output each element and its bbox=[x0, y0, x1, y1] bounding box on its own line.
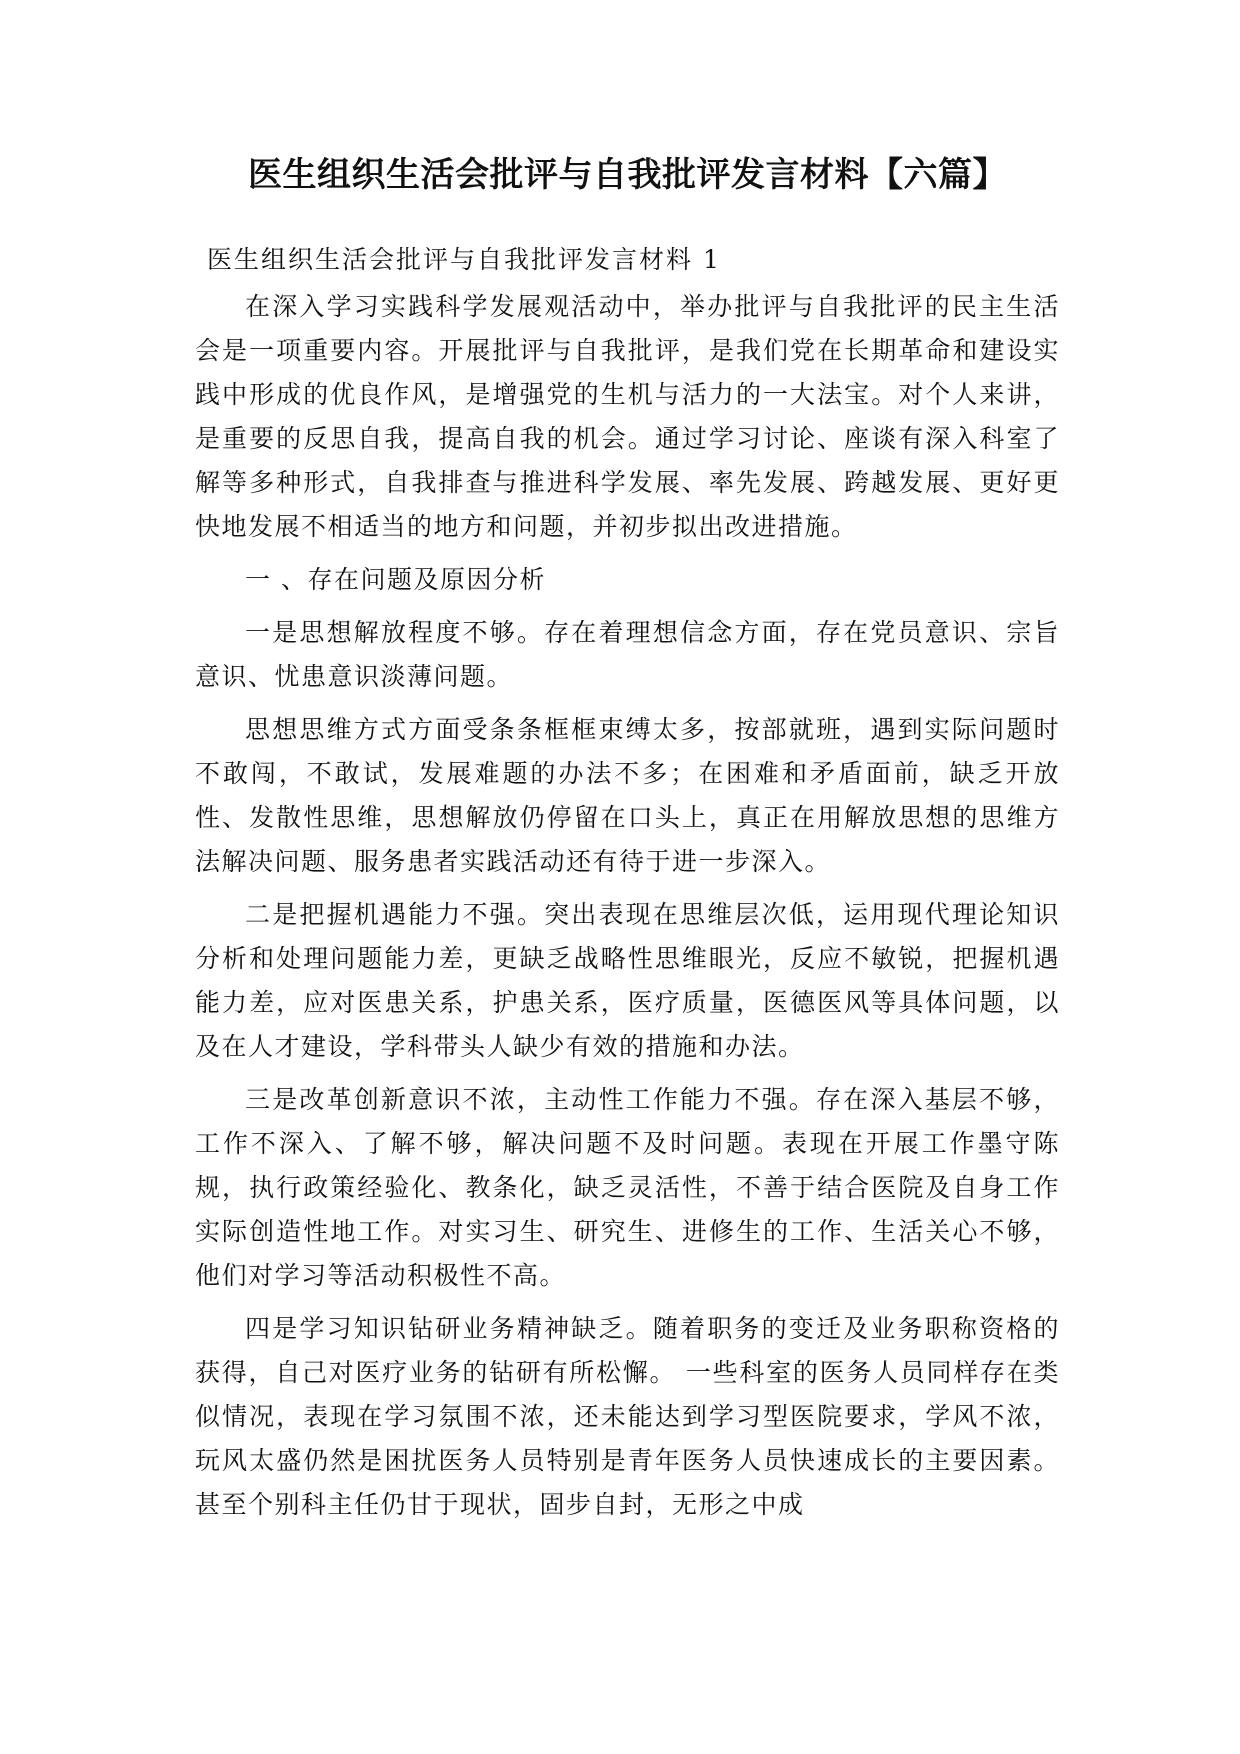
document-title: 医生组织生活会批评与自我批评发言材料【六篇】 bbox=[248, 155, 1007, 195]
paragraph-intro: 在深入学习实践科学发展观活动中，举办批评与自我批评的民主生活会是一项重要内容。开展批评与自我批评，是我们党在长期革命和建设实践中形成的优良作风，是增强党的生机与活力的一大法宝。对个人来讲，是重要的反思自我，提高自我的机会。通过学习讨论、座谈有深入科室了解等多种形式，自我排查与推进科学发展、率先发展、跨越发展、更好更快地发展不相适当的地方和问题，并初步拟出改进措施。 bbox=[195, 292, 1060, 541]
paragraph-point-3: 三是改革创新意识不浓，主动性工作能力不强。存在深入基层不够，工作不深入、了解不够，解决问题不及时问题。表现在开展工作墨守陈规，执行政策经验化、教条化，缺乏灵活性，不善于结合医院及自身工作实际创造性地工作。对实习生、研究生、进修生的工作、生活关心不够，他们对学习等活动积极性不高。 bbox=[195, 1085, 1060, 1290]
paragraph-point-2: 二是把握机遇能力不强。突出表现在思维层次低，运用现代理论知识分析和处理问题能力差，更缺乏战略性思维眼光，反应不敏锐，把握机遇能力差，应对医患关系，护患关系，医疗质量，医德医风等具体问题，以及在人才建设，学科带头人缺少有效的措施和办法。 bbox=[195, 900, 1060, 1061]
paragraph-section-heading: 一 、存在问题及原因分析 bbox=[245, 565, 546, 594]
paragraph-point-1-detail: 思想思维方式方面受条条框框束缚太多，按部就班，遇到实际问题时不敢闯，不敢试，发展难题的办法不多；在困难和矛盾面前，缺乏开放性、发散性思维，思想解放仍停留在口头上，真正在用解放思想的思维方法解决问题、服务患者实践活动还有待于进一步深入。 bbox=[195, 715, 1060, 876]
document-page bbox=[195, 0, 1060, 1754]
document-body bbox=[195, 285, 1060, 1536]
paragraph-point-1: 一是思想解放程度不够。存在着理想信念方面，存在党员意识、宗旨意识、忧患意识淡薄问题。 bbox=[195, 618, 1060, 691]
paragraph-point-4: 四是学习知识钻研业务精神缺乏。随着职务的变迁及业务职称资格的获得，自己对医疗业务的钻研有所松懈。 一些科室的医务人员同样存在类似情况，表现在学习氛围不浓，还未能达到学习型医院要求，学风不浓，玩风太盛仍然是困扰医务人员特别是青年医务人员快速成长的主要因素。甚至个别科主任仍甘于现状，固步自封，无形之中成 bbox=[195, 1314, 1060, 1519]
section-heading: 医生组织生活会批评与自我批评发言材料 1 bbox=[207, 245, 721, 274]
